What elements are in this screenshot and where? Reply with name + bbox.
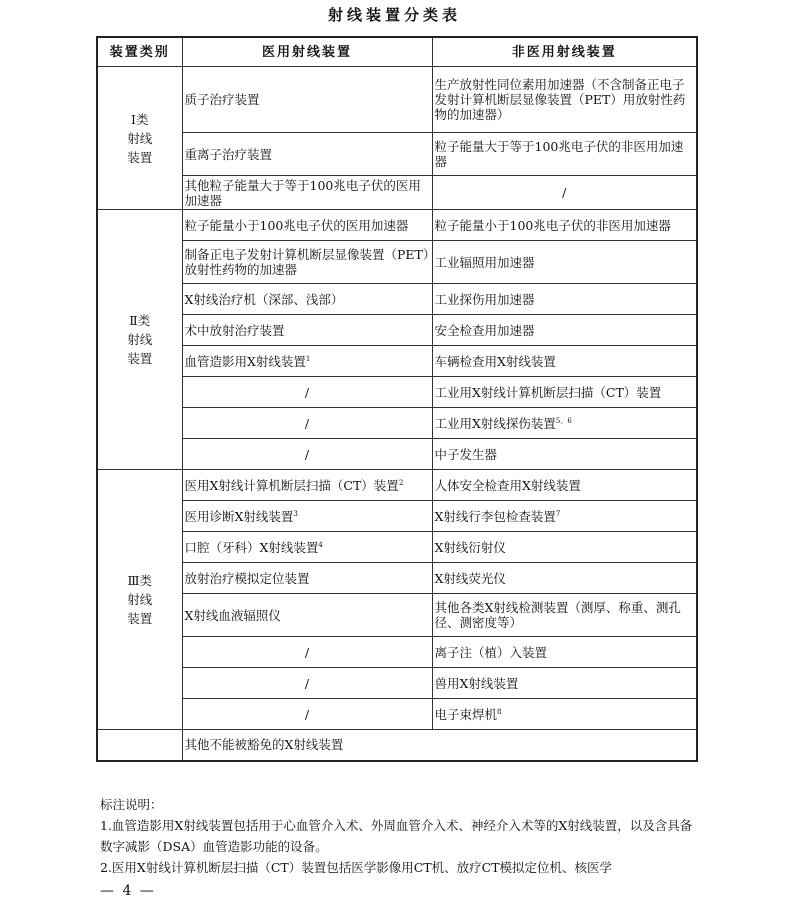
table-row (97, 563, 697, 594)
footnote-mark: 5、6 (555, 416, 572, 425)
table-row (97, 241, 697, 284)
table-row (97, 439, 697, 470)
nonmedical-cell (432, 501, 697, 532)
cell-text: 粒子能量小于100兆电子伏的非医用加速器 (434, 217, 671, 233)
header-category: 装置类别 (97, 37, 182, 67)
footnote-mark: 3 (293, 509, 298, 518)
category-line: 装置 (127, 351, 153, 366)
cell-text: 粒子能量小于100兆电子伏的医用加速器 (184, 217, 409, 233)
nonmedical-cell (432, 470, 697, 501)
nonmedical-cell (432, 668, 697, 699)
footnote-mark: 2 (398, 478, 404, 487)
page-title: 射线装置分类表 (327, 6, 461, 24)
table-row (97, 210, 697, 241)
cell-text: 医用诊断X射线装置 (184, 508, 294, 524)
medical-cell (182, 284, 432, 315)
medical-cell (182, 408, 432, 439)
medical-cell (182, 377, 432, 408)
category-line: 射线 (127, 332, 153, 347)
medical-cell (182, 241, 432, 284)
cell-text: 兽用X射线装置 (434, 675, 519, 691)
medical-cell (182, 637, 432, 668)
nonmedical-cell (432, 637, 697, 668)
page-number: — 4 — (100, 883, 156, 899)
nonmedical-cell (432, 377, 697, 408)
nonmedical-cell (432, 284, 697, 315)
table-row (97, 594, 697, 637)
nonmedical-cell (432, 315, 697, 346)
table-row (97, 668, 697, 699)
cell-text: 电子束焊机 (434, 706, 498, 722)
header-medical: 医用射线装置 (182, 37, 432, 67)
table-row (97, 346, 697, 377)
table-row (97, 699, 697, 730)
medical-cell (182, 563, 432, 594)
table-row (97, 637, 697, 668)
cell-text: / (304, 675, 310, 691)
cell-text: / (562, 185, 567, 200)
nonmedical-cell (432, 699, 697, 730)
nonmedical-cell (432, 439, 697, 470)
cell-text: 生产放射性同位素用加速器（不含制备正电子发射计算机断层显像装置（PET）用放射性药物的加速器） (434, 77, 686, 122)
cell-text: 术中放射治疗装置 (184, 322, 285, 338)
nonmedical-cell (432, 176, 697, 210)
category-line: Ⅲ类 (127, 573, 153, 588)
nonmedical-cell (432, 408, 697, 439)
medical-cell (182, 67, 432, 133)
cell-text: 制备正电子发射计算机断层显像装置（PET）放射性药物的加速器 (184, 247, 430, 277)
notes-heading: 标注说明： (100, 797, 163, 812)
footnote-mark: 1 (305, 354, 311, 363)
nonmedical-cell (432, 210, 697, 241)
footnote-mark: 8 (497, 707, 502, 716)
table-row (97, 133, 697, 176)
table-body (97, 67, 697, 761)
category-line: 装置 (127, 611, 153, 626)
medical-cell (182, 668, 432, 699)
span-row-cell: 其他不能被豁免的X射线装置 (182, 730, 697, 761)
footnote-mark: 4 (318, 540, 323, 549)
cell-text: X射线血液辐照仪 (184, 607, 281, 623)
notes-section (100, 794, 700, 878)
category-line: 射线 (127, 130, 153, 146)
table-row (97, 501, 697, 532)
nonmedical-cell (432, 594, 697, 637)
nonmedical-cell (432, 532, 697, 563)
table-row (97, 67, 697, 133)
table-row (97, 730, 697, 761)
cell-text: / (304, 706, 310, 722)
nonmedical-cell (432, 67, 697, 133)
category-line: Ⅰ类 (131, 111, 149, 127)
medical-cell (182, 699, 432, 730)
category-cell-empty (97, 730, 182, 761)
table-row (97, 377, 697, 408)
cell-text: 工业用X射线探伤装置 (434, 415, 556, 431)
nonmedical-cell (432, 241, 697, 284)
cell-text: 其他各类X射线检测装置（测厚、称重、测孔径、测密度等） (434, 600, 681, 630)
cell-text: / (304, 384, 310, 400)
cell-text: X射线衍射仪 (434, 539, 506, 555)
table-row (97, 315, 697, 346)
table-row (97, 532, 697, 563)
category-line: 射线 (127, 592, 153, 607)
medical-cell (182, 315, 432, 346)
cell-text: / (304, 415, 310, 431)
cell-text: 中子发生器 (434, 446, 498, 462)
footnote-mark: 7 (555, 509, 561, 518)
table-header-row (97, 37, 697, 67)
category-line: 装置 (127, 149, 153, 165)
cell-text: 安全检查用加速器 (434, 322, 535, 338)
cell-text: 工业辐照用加速器 (434, 254, 535, 270)
cell-text: 车辆检查用X射线装置 (434, 353, 556, 369)
cell-text: / (304, 446, 310, 462)
cell-text: 医用X射线计算机断层扫描（CT）装置 (184, 477, 399, 493)
medical-cell (182, 470, 432, 501)
nonmedical-cell (432, 563, 697, 594)
table-row (97, 408, 697, 439)
medical-cell (182, 439, 432, 470)
cell-text: 血管造影用X射线装置 (184, 353, 306, 369)
cell-text: 质子治疗装置 (184, 92, 260, 107)
category-cell (97, 470, 182, 730)
cell-text: 工业用X射线计算机断层扫描（CT）装置 (434, 384, 662, 400)
table-row (97, 176, 697, 210)
nonmedical-cell (432, 133, 697, 176)
medical-cell (182, 346, 432, 377)
cell-text: 工业探伤用加速器 (434, 291, 535, 307)
table-row (97, 284, 697, 315)
cell-text: 粒子能量大于等于100兆电子伏的非医用加速器 (434, 139, 684, 169)
medical-cell (182, 532, 432, 563)
cell-text: / (304, 644, 310, 660)
table-row (97, 470, 697, 501)
cell-text: X射线荧光仪 (434, 570, 506, 586)
category-cell (97, 210, 182, 470)
medical-cell (182, 594, 432, 637)
header-nonmedical: 非医用射线装置 (432, 37, 697, 67)
medical-cell (182, 176, 432, 210)
nonmedical-cell (432, 346, 697, 377)
cell-text: X射线行李包检查装置 (434, 508, 556, 524)
category-line: Ⅱ类 (129, 313, 151, 328)
cell-text: 其他粒子能量大于等于100兆电子伏的医用加速器 (184, 177, 421, 208)
cell-text: 口腔（牙科）X射线装置 (184, 539, 319, 555)
medical-cell (182, 210, 432, 241)
classification-table (96, 36, 698, 762)
cell-text: 放射治疗模拟定位装置 (184, 570, 310, 586)
medical-cell (182, 133, 432, 176)
note-item: 1.血管造影用X射线装置包括用于心血管介入术、外周血管介入术、神经介入术等的X射线装置，以及含具备数字减影（DSA）血管造影功能的设备。 (100, 818, 693, 854)
cell-text: X射线治疗机（深部、浅部） (184, 291, 344, 307)
cell-text: 重离子治疗装置 (184, 146, 273, 162)
note-item: 2.医用X射线计算机断层扫描（CT）装置包括医学影像用CT机、放疗CT模拟定位机、核医学 (100, 860, 613, 875)
medical-cell (182, 501, 432, 532)
category-cell (97, 67, 182, 210)
cell-text: 人体安全检查用X射线装置 (434, 477, 581, 493)
cell-text: 离子注（植）入装置 (434, 644, 548, 660)
